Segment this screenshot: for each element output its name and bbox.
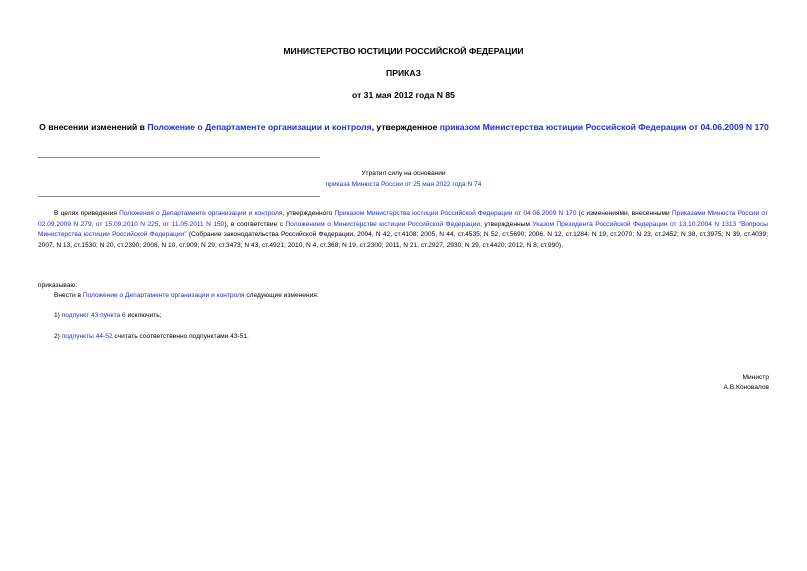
signature-name: А.В.Коновалов: [723, 384, 769, 391]
amendment-item-2: [54, 333, 249, 340]
intro-link-regulation[interactable]: Положение о Департаменте организации и контроля: [82, 292, 245, 299]
title-text: О внесении изменений в: [39, 122, 148, 132]
title-link-order[interactable]: приказом Министерства юстиции Российской Федерации от 04.06.2009 N 170: [439, 122, 769, 132]
item-number: 1): [54, 312, 62, 319]
item-text: исключить;: [125, 312, 162, 319]
amendment-item-1: [54, 312, 162, 319]
preamble-paragraph: [38, 209, 768, 251]
intro-text: следующие изменения:: [244, 292, 319, 299]
preamble-text: В целях приведения: [54, 210, 120, 217]
divider: [38, 157, 320, 158]
document-type: ПРИКАЗ: [386, 68, 421, 78]
preamble-text: ), в соответствие с: [224, 220, 286, 228]
preamble-link-ministry-regulation[interactable]: Положением о Министерстве юстиции Российской Федерации: [285, 220, 481, 228]
preamble-text: , утвержденного: [282, 210, 335, 217]
divider: [38, 196, 320, 197]
preamble-text: , утвержденным: [480, 220, 533, 228]
preamble-link-order-170[interactable]: Приказом Министерства юстиции Российской Федерации от 04.06.2009 N 170: [334, 210, 577, 217]
ministry-heading: МИНИСТЕРСТВО ЮСТИЦИИ РОССИЙСКОЙ ФЕДЕРАЦИИ: [283, 46, 524, 56]
preamble-text: (Собрание законодательства Российской Федерации, 2004, N 42, ст.4108; 2005, N 44, ст.4535; N 52, ст.5690; 2006, N 12, ст.1284; N 19, ст.2070; N 23, ст.2452; N 38, ст.3975; N 39, ст.4039; 2007, N 13, ст.1530; N 20, ст.2390; 2008, N 10, ст.909; N 29, ст.3473; N 43, ст.4921; 2010, N 4, ст.368; N 19, ст.2300; 2011, N 21, ст.2927, 2930; N 29, ст.4420; 2012, N 8, ст.990),: [38, 231, 768, 249]
item-1-link[interactable]: подпункт 43 пункта 6: [61, 312, 126, 319]
document-title: [36, 122, 772, 133]
document-date-number: от 31 мая 2012 года N 85: [352, 90, 455, 100]
preamble-text: (с изменениями, внесенными: [576, 210, 672, 217]
order-clause: приказываю:: [38, 282, 78, 289]
signature-position: Министр: [742, 374, 769, 381]
title-text: , утвержденное: [371, 122, 440, 132]
preamble-link-regulation[interactable]: Положения о Департаменте организации и контроля: [119, 210, 283, 217]
status-note: Утратил силу на основании: [361, 170, 446, 177]
preamble-link-amending-orders[interactable]: Приказами Минюста России от 02.09.2009 N 279, от 15.09.2010 N 225, от 11.05.2011 N 150: [38, 210, 768, 228]
preamble-link-decree[interactable]: Указом Президента Российской Федерации от 13.10.2004 N 1313 "Вопросы Министерства юстиции Российской Федерации": [38, 220, 768, 238]
intro-text: Внести в: [54, 292, 83, 299]
title-link-regulation[interactable]: Положение о Департаменте организации и контроля: [147, 122, 372, 132]
item-number: 2): [54, 333, 62, 340]
item-2-link[interactable]: подпункты 44-52: [61, 333, 113, 340]
amendment-intro: [54, 292, 319, 299]
item-text: считать соответственно подпунктами 43-51.: [112, 333, 249, 340]
status-link-line: [0, 181, 807, 188]
status-link[interactable]: приказа Минюста России от 25 мая 2022 года N 74: [325, 181, 482, 188]
